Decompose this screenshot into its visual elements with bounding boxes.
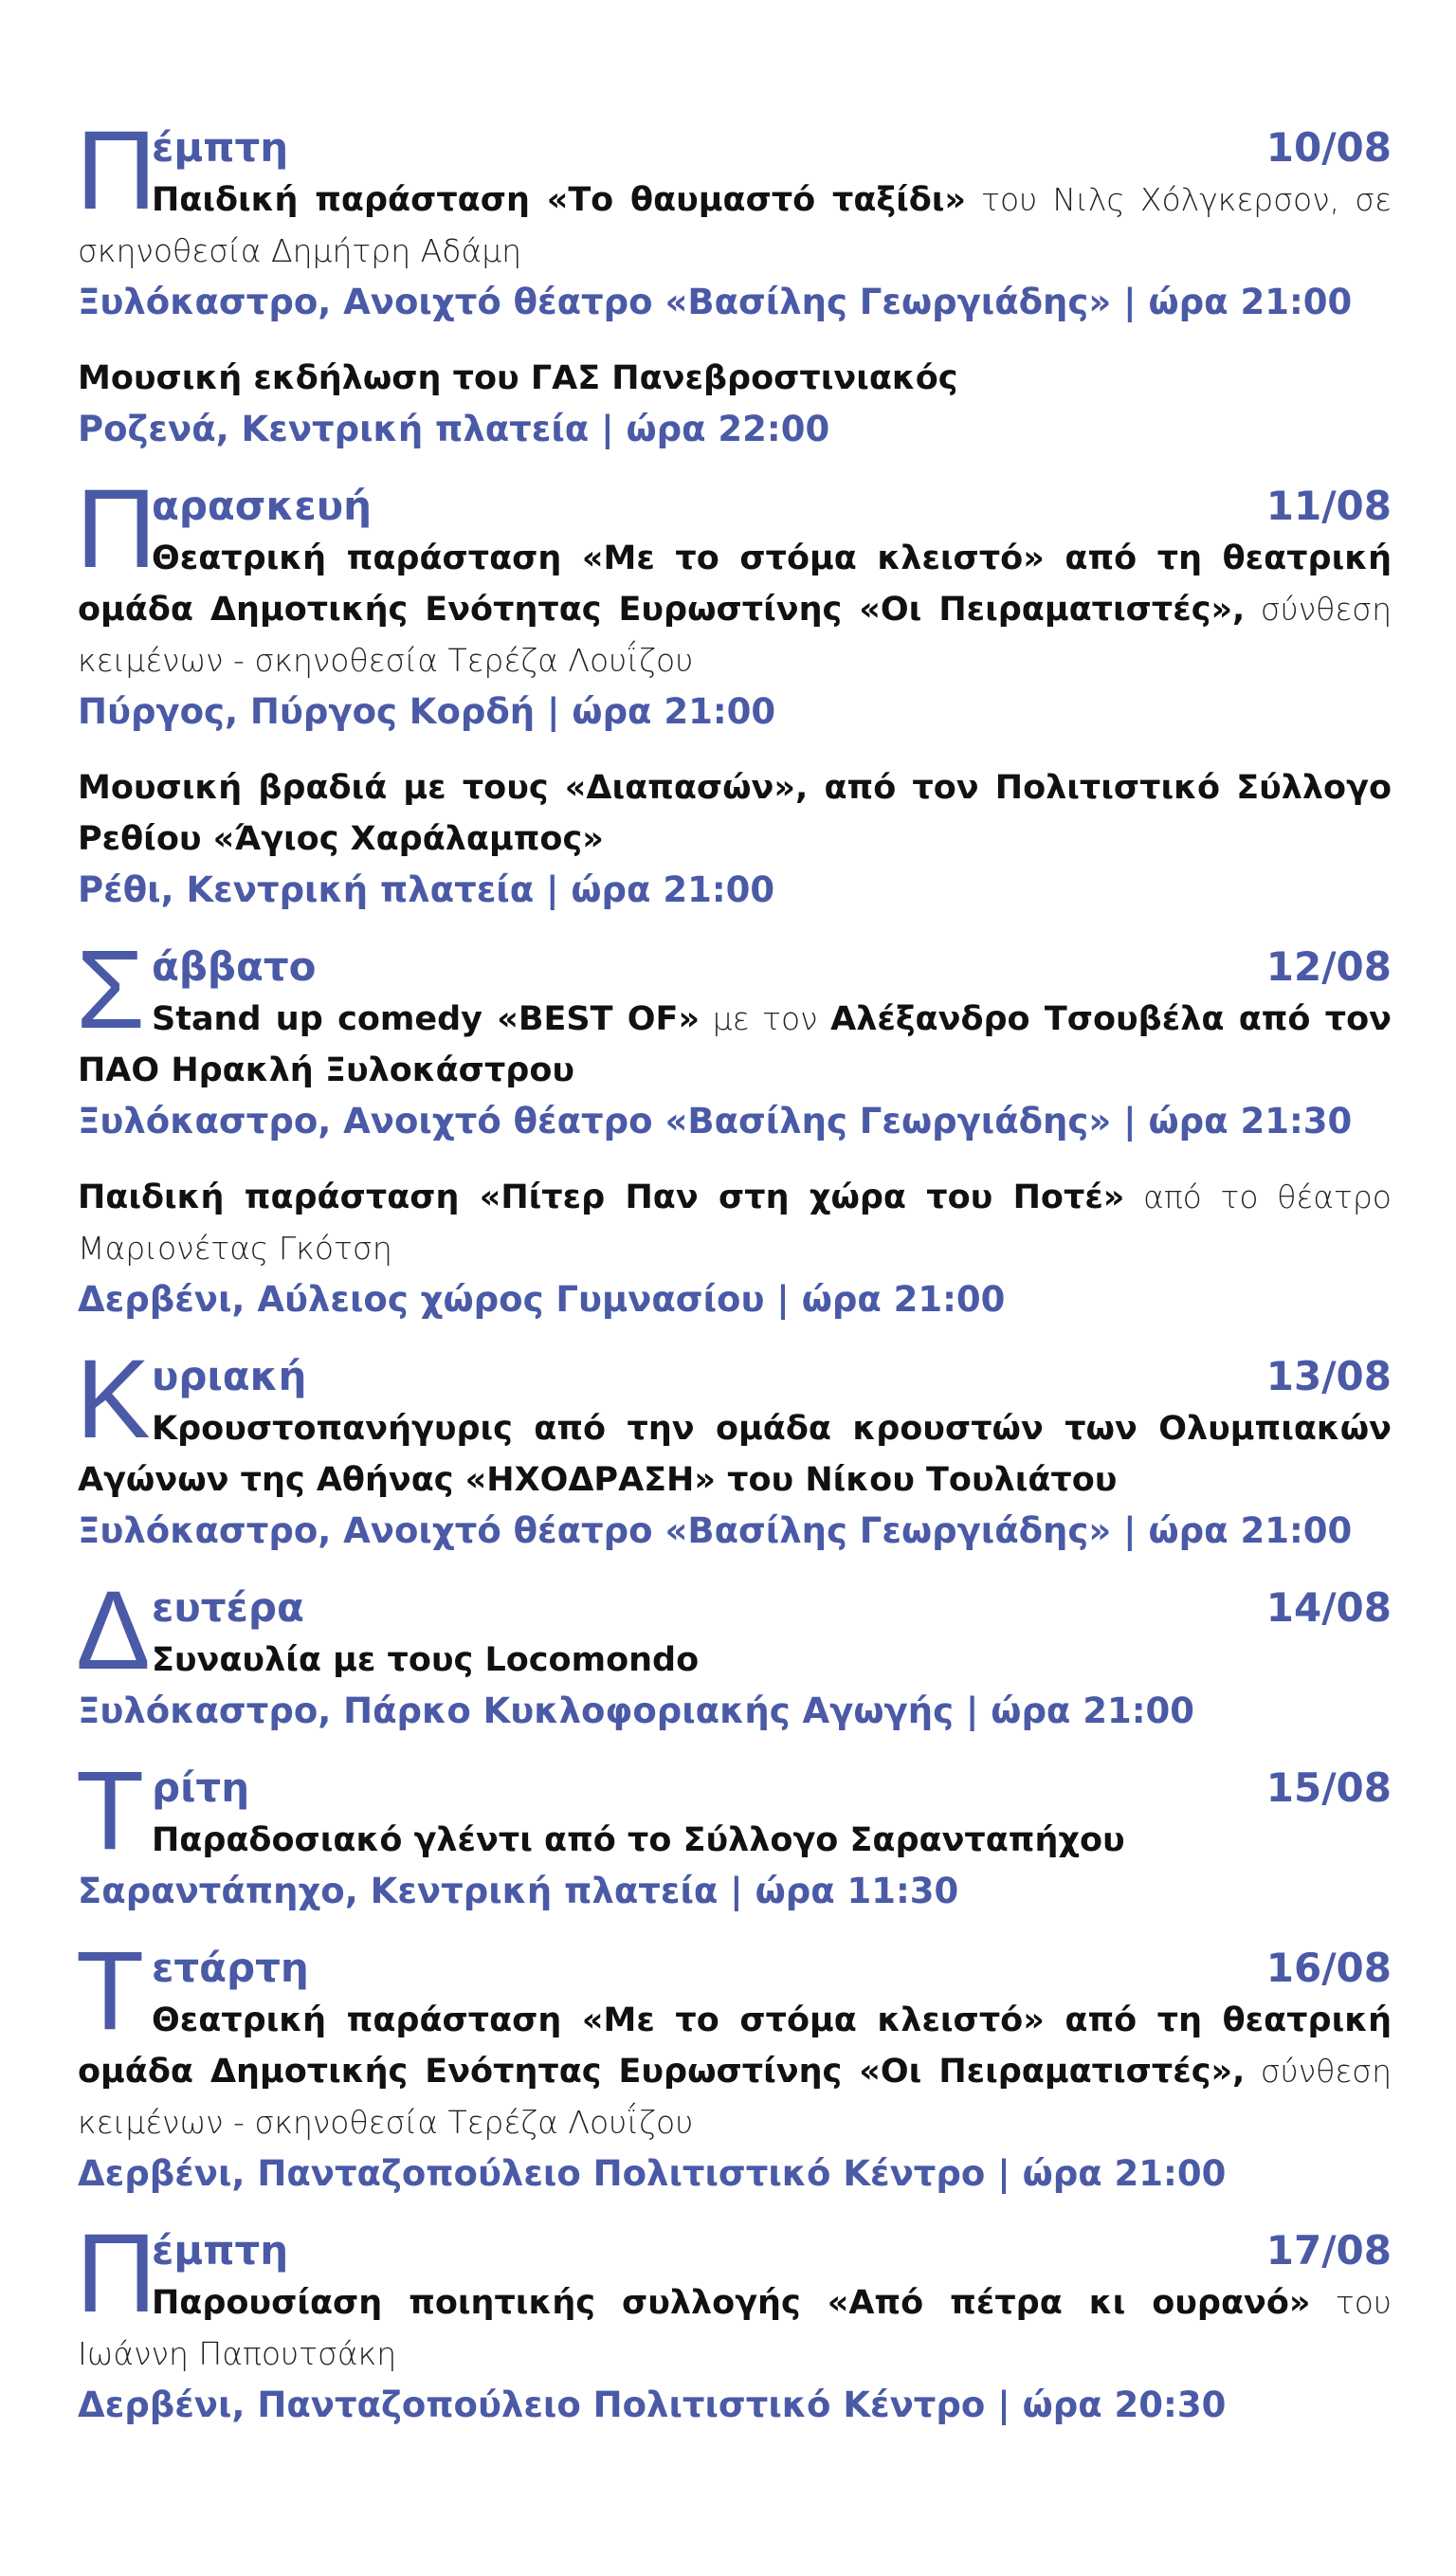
event-item xyxy=(78,1815,1392,1917)
event-title-text: Παιδική παράσταση «Πίτερ Παν στη χώρα του Ποτέ» xyxy=(78,1178,1125,1216)
event-item xyxy=(78,1172,1392,1325)
day-date: 13/08 xyxy=(1265,1353,1392,1399)
day-block xyxy=(76,927,1392,1325)
event-title-text: Μουσική εκδήλωση του ΓΑΣ Πανεβροστινιακός xyxy=(78,359,958,397)
day-date: 15/08 xyxy=(1265,1764,1392,1811)
event-location-time: Ξυλόκαστρο, Πάρκο Κυκλοφοριακής Αγωγής | ώρα 21:00 xyxy=(78,1690,1195,1731)
event-description xyxy=(78,1995,1392,2148)
event-item xyxy=(78,1995,1392,2200)
day-initial-letter: Δ xyxy=(76,1568,151,1693)
event-title-text: Παιδική παράσταση «Το θαυμαστό ταξίδι» xyxy=(152,181,967,219)
day-block xyxy=(76,466,1392,916)
event-description xyxy=(78,2277,1392,2380)
event-detail-text: σύνθεση κειμένων - σκηνοθεσία Τερέζα Λουΐζου xyxy=(78,2053,1392,2141)
event-title-text: Θεατρική παράσταση «Με το στόμα κλειστό» από τη θεατρική ομάδα Δημοτικής Ενότητας Ευρωστίνης «Οι Πειραματιστές», xyxy=(78,539,1392,629)
event-location-time: Δερβένι, Πανταζοπούλειο Πολιτιστικό Κέντρο | ώρα 20:30 xyxy=(78,2384,1227,2425)
day-initial-letter: Σ xyxy=(76,927,145,1052)
event-description xyxy=(78,1403,1392,1506)
event-item xyxy=(78,533,1392,738)
event-location-time: Δερβένι, Πανταζοπούλειο Πολιτιστικό Κέντρο | ώρα 21:00 xyxy=(78,2153,1227,2194)
event-location-time: Ξυλόκαστρο, Ανοιχτό θέατρο «Βασίλης Γεωργιάδης» | ώρα 21:30 xyxy=(78,1101,1353,1142)
day-date: 12/08 xyxy=(1265,943,1392,990)
day-block xyxy=(76,1748,1392,1917)
event-location-time: Ρέθι, Κεντρική πλατεία | ώρα 21:00 xyxy=(78,869,775,910)
event-description xyxy=(78,1172,1392,1274)
event-item xyxy=(78,1403,1392,1557)
day-initial-letter: Π xyxy=(76,108,157,233)
event-location-time: Δερβένι, Αύλειος χώρος Γυμνασίου | ώρα 21:00 xyxy=(78,1279,1006,1320)
day-name: έμπτη xyxy=(152,2227,289,2274)
event-description xyxy=(78,994,1392,1096)
day-name: ευτέρα xyxy=(152,1584,304,1631)
event-title-text: Συναυλία με τους Locomondo xyxy=(152,1641,700,1679)
event-item xyxy=(78,353,1392,455)
event-item xyxy=(78,174,1392,328)
day-name: ρίτη xyxy=(152,1764,250,1811)
day-date: 14/08 xyxy=(1265,1584,1392,1631)
day-block xyxy=(76,2211,1392,2431)
event-location-time: Ροζενά, Κεντρική πλατεία | ώρα 22:00 xyxy=(78,409,830,449)
day-block xyxy=(76,1568,1392,1737)
event-location-time: Ξυλόκαστρο, Ανοιχτό θέατρο «Βασίλης Γεωργιάδης» | ώρα 21:00 xyxy=(78,282,1353,322)
day-name: αρασκευή xyxy=(152,483,372,529)
day-block xyxy=(76,108,1392,455)
event-detail-text: από το θέατρο Μαριονέτας Γκότση xyxy=(78,1178,1392,1267)
event-detail-text: σύνθεση κειμένων - σκηνοθεσία Τερέζα Λουΐζου xyxy=(78,591,1392,679)
event-title-text: Παρουσίαση ποιητικής συλλογής «Από πέτρα κι ουρανό» xyxy=(152,2284,1311,2322)
event-location-time: Σαραντάπηχο, Κεντρική πλατεία | ώρα 11:30 xyxy=(78,1871,959,1911)
event-title-text: Μουσική βραδιά με τους «Διαπασών», από τον Πολιτιστικό Σύλλογο Ρεθίου «Άγιος Χαράλαμπος» xyxy=(78,769,1392,858)
event-item xyxy=(78,762,1392,916)
event-title-text: Κρουστοπανήγυρις από την ομάδα κρουστών των Ολυμπιακών Αγώνων της Αθήνας «ΗΧΟΔΡΑΣΗ» του Νίκου Τουλιάτου xyxy=(78,1410,1392,1499)
event-description xyxy=(78,533,1392,686)
day-name: ετάρτη xyxy=(152,1945,309,1991)
event-detail-text: με τον xyxy=(700,1000,831,1037)
day-name: έμπτη xyxy=(152,124,289,171)
event-description xyxy=(78,1635,1392,1686)
event-description xyxy=(78,762,1392,865)
day-initial-letter: Π xyxy=(76,466,157,592)
event-title-text: Stand up comedy «BEST OF» xyxy=(152,1000,701,1038)
event-schedule xyxy=(76,108,1392,2456)
day-date: 16/08 xyxy=(1265,1945,1392,1991)
day-name: υριακή xyxy=(152,1353,307,1399)
event-description xyxy=(78,353,1392,404)
day-date: 17/08 xyxy=(1265,2227,1392,2274)
day-initial-letter: Κ xyxy=(76,1337,151,1462)
day-name: άββατο xyxy=(152,943,317,990)
event-location-time: Πύργος, Πύργος Κορδή | ώρα 21:00 xyxy=(78,691,776,732)
event-detail-text: του Ιωάννη Παπουτσάκη xyxy=(78,2284,1392,2372)
event-description xyxy=(78,174,1392,277)
event-title-text: Αλέξανδρο Τσουβέλα από τον ΠΑΟ Ηρακλή Ξυλοκάστρου xyxy=(78,1000,1392,1089)
day-date: 11/08 xyxy=(1265,483,1392,529)
event-item xyxy=(78,1635,1392,1737)
event-description xyxy=(78,1815,1392,1866)
day-date: 10/08 xyxy=(1265,124,1392,171)
event-item xyxy=(78,994,1392,1147)
day-block xyxy=(76,1928,1392,2200)
day-initial-letter: Τ xyxy=(76,1748,145,1873)
day-initial-letter: Τ xyxy=(76,1928,145,2054)
event-item xyxy=(78,2277,1392,2431)
event-title-text: Θεατρική παράσταση «Με το στόμα κλειστό» από τη θεατρική ομάδα Δημοτικής Ενότητας Ευρωστίνης «Οι Πειραματιστές», xyxy=(78,2001,1392,2091)
event-title-text: Παραδοσιακό γλέντι από το Σύλλογο Σαρανταπήχου xyxy=(152,1821,1125,1859)
day-initial-letter: Π xyxy=(76,2211,157,2336)
event-detail-text: του Νιλς Χόλγκερσον, σε σκηνοθεσία Δημήτρη Αδάμη xyxy=(78,181,1392,269)
event-location-time: Ξυλόκαστρο, Ανοιχτό θέατρο «Βασίλης Γεωργιάδης» | ώρα 21:00 xyxy=(78,1510,1353,1551)
day-block xyxy=(76,1337,1392,1557)
